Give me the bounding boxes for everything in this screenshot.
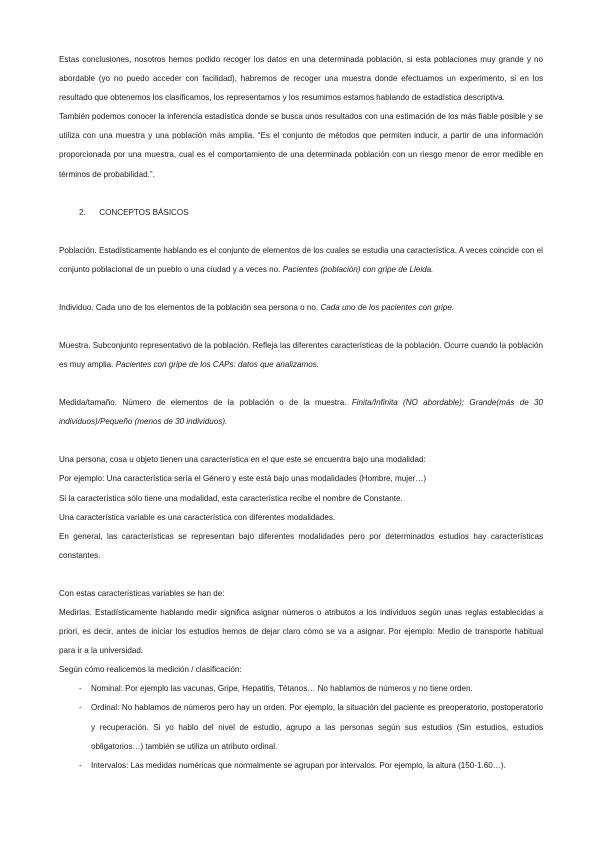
list-item — [59, 756, 543, 775]
variables-intro: Con estas características variables se han de: — [59, 588, 225, 598]
caracteristicas-line-2: Por ejemplo: Una característica sería el Género y este está bajo unas modalidades (Hombre, mujer…) — [59, 474, 427, 484]
list-item-text: Nominal: Por ejemplo las vacunas, Gripe, Hepatitis, Tétanos… No hablamos de números y no tiene orden. — [91, 684, 473, 694]
caracteristicas-line-5: En general, las características se representan bajo diferentes modalidades pero por determinados estudios hay características constantes. — [59, 531, 543, 560]
caracteristicas-line-1: Una persona, cosa u objeto tienen una característica en el que este se encuentra bajo una modalidad: — [59, 455, 426, 465]
measurement-list — [59, 679, 543, 774]
definition-muestra-text: Muestra. Subconjunto representativo de la población. Refleja las diferentes características de la población. Ocurre cuando la población es muy amplia. — [59, 340, 543, 370]
definition-muestra-example: Pacientes con gripe de los CAPs: datos que analizamos. — [115, 360, 320, 370]
list-item-text: Intervalos: Las medidas numéricas que normalmente se agrupan por intervalos. Por ejemplo, la altura (150-1.60…). — [91, 760, 506, 770]
definition-medida-example: Finita/Infinita (NO abordable); Grande(más de 30 individuos)/Pequeño (menos de 30 individuos). — [59, 398, 544, 427]
variables-segun: Según cómo realicemos la medición / clasificación: — [59, 665, 242, 675]
definition-muestra — [59, 336, 543, 374]
intro-paragraph-1: Estas conclusiones, nosotros hemos podido recoger los datos en una determinada población, si esta poblaciones muy grande y no abordable (yo no puedo acceder con facilidad), habremos de recoger una muestra donde efectuamos un experimento, si en los resultado que obtenemos los clasificamos, los representamos y los resumimos estamos hablando de estadística descriptiva. — [59, 55, 543, 103]
document-page — [59, 50, 543, 775]
caracteristicas-line-3: Si la característica sólo tiene una modalidad, esta característica recibe el nombre de Constante. — [59, 493, 403, 503]
list-item — [59, 679, 543, 698]
section-heading — [59, 203, 543, 222]
section-title: CONCEPTOS BÁSICOS — [99, 207, 189, 217]
definition-medida — [59, 393, 543, 431]
definition-poblacion-example: Pacientes (población) con gripe de Lleida. — [282, 264, 434, 274]
list-item-text: Ordinal: No hablamos de números pero hay un orden. Por ejemplo, la situación del paciente es preoperatorio, postoperatorio y recuperación. Si yo hablo del nivel de estudio, agrupo a las personas según sus estudios (Sin estudios, estudios obligatorios…) también se utiliza un atributo ordinal. — [91, 703, 543, 751]
list-item — [59, 698, 543, 755]
list-marker: - — [79, 703, 82, 713]
definition-individuo-example: Cada uno de los pacientes con gripe. — [320, 302, 455, 312]
section-number: 2. — [79, 207, 86, 217]
caracteristicas-line-4: Una característica variable es una característica con diferentes modalidades. — [59, 512, 336, 522]
definition-individuo — [59, 298, 543, 317]
definition-poblacion — [59, 241, 543, 279]
definition-medida-text: Medida/tamaño. Número de elementos de la población o de la muestra. — [59, 398, 347, 408]
definition-poblacion-text: Población. Estadísticamente hablando es el conjunto de elementos de los cuales se estudia una característica. A veces coincide con el conjunto poblacional de un pueblo o una ciudad y a veces no. — [59, 245, 543, 274]
intro-paragraph-2: También podemos conocer la inferencia estadística donde se busca unos resultados con una estimación de los más fiable posible y se utiliza con una muestra y una población más amplia. “Es el conjunto de métodos que permiten inducir, a partir de una información proporcionada por una muestra, cual es el comportamiento de una determinada población con un riesgo menor de error medible en términos de probabilidad.”. — [59, 112, 543, 179]
list-marker: - — [79, 684, 82, 694]
definition-individuo-text: Individuo. Cada uno de los elementos de la población sea persona o no. — [59, 302, 319, 312]
variables-medirlas: Medirlas. Estadísticamente hablando medir significa asignar números o atributos a los individuos según unas reglas establecidas a priori, es decir, antes de iniciar los estudios hemos de dejar claro cómo se va a asignar. Por ejemplo: Medio de transporte habitual para ir a la universidad. — [59, 607, 543, 656]
list-marker: - — [79, 760, 82, 770]
